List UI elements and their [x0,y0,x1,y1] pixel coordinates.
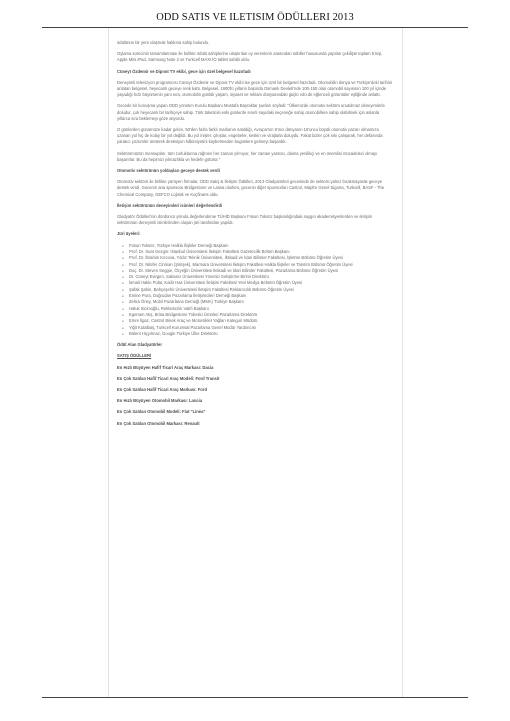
sales-awards-heading: SATIŞ ÖDÜLLERİ [117,353,152,359]
sales-award: En Çok Satılan Hafif Ticari Araç Markası: Ford [117,386,207,392]
list-item: ● Emre İlgaz, Castrol Binek Araç ve Motorsiklet Yağları Kategori Müdürü [129,318,393,324]
sales-award: En Çok Satılan Otomobil Markası: Renault [117,420,200,426]
paragraph: ödülünün bir yere ulaşmak hakkına sahip bulundu. [117,40,210,45]
list-item: ● Şafak Şahin, Bahçeşehir Üniversitesi İletişim Fakültesi Reklamcılık Bölümü Öğretim Üyesi [129,287,393,293]
section-heading: İletişim sektörünün deneyimleri isimleri değerlendirdi [117,202,223,208]
list-item: ● Prof. Dr. İbrahim Kırcova, Yıldız Teknik Üniversitesi, İktisadi ve İdari Bilimler Fakültesi, İşletme Bölümü Öğretim Üyesi [129,255,393,261]
list-item: ● Prof. Dr. Nilüfer Cinman (Şimşek), Marmara Üniversitesi İletişim Fakültesi Halkla İlişkiler ve Tanıtım Bölümü Öğretim Üyesi [129,262,393,268]
list-item: ● İsmail Hakkı Polat, Kadir Has Üniversitesi İletişim Fakültesi Yeni Medya Bölümü Öğretim Üyesi [129,280,393,286]
header-rule [42,27,468,28]
sales-award: En Çok Satılan Otomobil Modeli: Fiat "Linea" [117,409,206,415]
article-body [117,40,393,432]
winners-heading: Ödül Alan Gladyatörler [117,342,162,348]
jury-list [117,243,393,337]
paragraph: Deneyimli televizyon programcısı Cüneyt Özdemir ve Dipnot TV ekibi ise gece için özel bir belgesel hazırladı. Otomobilin dünya ve Türkiye'deki tarihini anlatan belgesel, heyecanlı geceye renk kattı. Belgesel, 1900'lü yılların başında Osmanlı Devleti'nde 100-150 olan otomobil sayısının 100 yıl içinde yaşadığı hızlı büyümenin yanı sıra, otomobilin günlük yaşam, siyaset ve reklam dünyasındaki güçlü rolü de eğlenceli görüntüler eşliğinde anlattı. [117,79,392,98]
list-item: ● Dr. Cüneyt Evirgen, Sabancı Üniversitesi Yönetici Geliştirme Birimi Direktörü [129,274,393,280]
paragraph: Gecede bir konuşma yapan ODD yönetim Kurulu Başkanı Mustafa Bayraktar şunları söyledi: "Ülkemizde otomotiv sektörü unutulmaz deneyimlerle doludur, çok heyecanlı bir tarihçeye sahip. Türk tüketicisi eski günlerde sınırlı sayıdaki seçeneğe sahip otomobillere sahip olabilmek için aslanla yıllarca sıra beklemeyi göze alıyordu. [117,103,385,121]
section-heading: Cüneyt Özdemir ve Dipnot TV ekibi, gece için özel belgesel hazırladı [117,68,251,74]
paragraph: Gladyatör Ödülleri'nin dördüncü yılında değerlendirme TÜHİD Başkanı Füsun Toksöz başkanlığındaki saygın akademisyenlerden ve iletişim sektörünün deneyimli isimlerinden oluşan jüri tarafından yapıldı. [117,214,373,226]
footer-rule [42,697,468,698]
list-item: ● Egemen Atış, Brisa Bridgestone Tüketici Ürünleri Pazarlama Direktörü [129,312,393,318]
list-item: ● Bülent Hiçyılmaz, Google Türkiye Ülke Direktörü [129,331,393,337]
paragraph: Sektörümüzün mensupları, tüm zorluklarına rağmen her zaman yılmıyor, her zaman yaratıcı, daima yenilikçi ve en önemlisi mücadeleci olmayı başarırlar. Bu da hepimizi yılmazlıkla ve hedefe götürür." [117,150,378,162]
list-item: ● Yiğit Kutalbaş, Turkcell Kurumsal Pazarlama Genel Müdür Yardımcısı [129,325,393,331]
list-item: ● Prof. Dr. Suat Gezgin: İstanbul Üniversitesi İletişim Fakültesi Gazetecilik Bölüm Başkanı [129,249,393,255]
jury-heading: Jüri üyeleri: [117,231,141,237]
paragraph: O günlerden günümüze kadar gelen, 50'den fazla farklı markanın satıldığı, Avrupa'nın 6'ıncı dünyanın 16'uncu büyük otomotiv pazarı olmamıza uzanan yol hiç de kolay bir yol değildi. Bu yol inişler, çıkışlar, engebeler, keskin ve virajlarla doluydu. Fakat bizler çok sıkı çalışarak, her defasında yaratıcı çözümler üreterek direksiyon hâkimiyetini kaybetmeden bugünlere gelmeyi başardık. [117,127,383,145]
content-right-border [402,28,403,697]
page-title: ODD SATIS VE ILETISIM ÖDÜLLERI 2013 [156,12,354,23]
sales-award: En Çok Satılan Hafif Ticari Araç Modeli: Ford Transit [117,375,220,381]
sales-award: En Hızlı Büyüyen Hafif Ticari Araç Markası: Dacia [117,364,214,370]
paragraph: Otomotiv sektörü ile birlikte yürüyen firmalar, ODD Satış & İletişim Ödülleri, 2013 Gladyatörleri gecesinde de sektörü yalnız bırakmayarak geceye destek verdi. Gecenin ana sponsoru Bridgestone ve Lassa olurken, gecenin diğer sponsorları Castrol, Mapfre Genel Sigorta, Turkcell, BASF - The Chemical Company, GEFCO Lojistik ve Koçfinans oldu. [117,179,385,197]
list-item: ● Haluk Sicimoğlu, Reklamcılık Vakfı Başkanı [129,306,393,312]
paragraph: Oylama sürecinin tamamlanması ile birlikte ödülü sahiplerine ulaştırılan oy verenlerin arasından ödüller hususunda yapılan çekilişte toplam 5 kişi, Apple Mini iPad, Samsung Note 2 ve Turkcell MAXI İO tablet sahibi oldu. [117,51,383,63]
list-item: ● Zehra Öney, Mobil Pazarlama Derneği (MMA) Türkiye Başkanı [129,299,393,305]
section-heading: Otomotiv sektörünün yoldaşları geceye destek verdi [117,168,220,174]
list-item: ● Emine Pura, Doğrudan Pazarlama İletişimcileri Derneği Başkanı [129,293,393,299]
content-left-border [108,28,109,697]
list-item: ● Doç. Dr. Steven Seggie, Özyeğin Üniversitesi İktisadi ve İdari Bilimler Fakültesi, Pazarlama Bölümü Öğretim Üyesi [129,268,393,274]
list-item: ● Füsun Toksöz, Türkiye Halkla İlişkiler Derneği Başkanı [129,243,393,249]
sales-award: En Hızlı Büyüyen Otomobil Markası: Lancia [117,398,203,404]
